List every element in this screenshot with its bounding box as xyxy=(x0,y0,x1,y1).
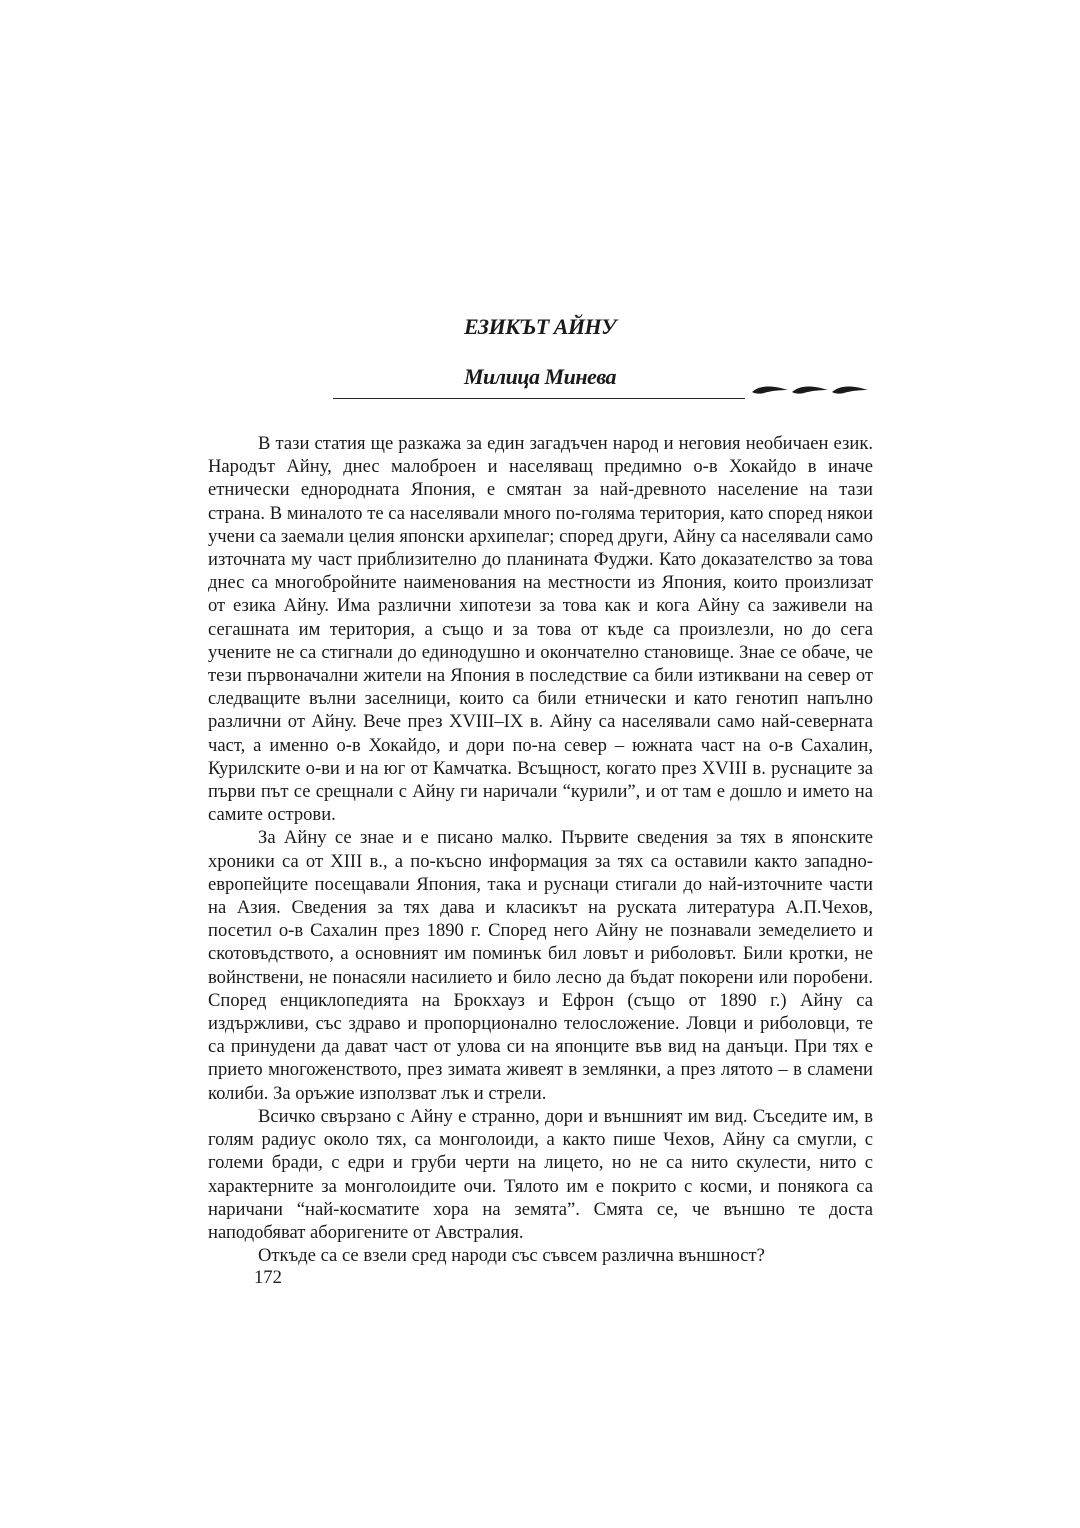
title-divider-line xyxy=(333,398,745,399)
paragraph-1: В тази статия ще разкажа за един загадъчен народ и неговия необичаен език. Народът Айну, днес малоброен и населяващ предимно о-в Хокайдо в иначе етнически еднородната Япония, е смятан за най-древното население на тази страна. В миналото те са населявали много по-голяма територия, като според някои учени са заемали целия японски архипелаг; според други, Айну са населявали само източната му част приблизително до планината Фуджи. Като доказателство за това днес са многобройните наименования на местности из Япония, които произлизат от езика Айну. Има различни хипотези за това как и кога Айну са заживели на сегашната им територия, а също и за това от къде са произлезли, но до сега учените не са стигнали до единодушно и окончателно становище. Знае се обаче, че тези първоначални жители на Япония в последствие са били изтиквани на север от следващите вълни заселници, които са били етнически и като генотип напълно различни от Айну. Вече през XVIII–IX в. Айну са населявали само най-северната част, а именно о-в Хокайдо, и дори по-на север – южната част на о-в Сахалин, Курилските о-ви и на юг от Камчатка. Всъщност, когато през XVIII в. руснаците за първи път се срещнали с Айну ги наричали “курили”, и от там е дошло и името на самите острови. xyxy=(208,433,873,826)
paragraph-2: За Айну се знае и е писано малко. Първите сведения за тях в японските хроники са от XIII в., а по-късно информация за тях са оставили както западно-европейците посещавали Япония, така и руснаци стигали до най-източните части на Азия. Сведения за тях дава и класикът на руската литература А.П.Чехов, посетил о-в Сахалин през 1890 г. Според него Айну не познавали земеделието и скотовъдството, а основният им поминък бил ловът и риболовът. Били кротки, не войнствени, не понасяли насилието и било лесно да бъдат покорени или поробени. Според енциклопедията на Брокхауз и Ефрон (също от 1890 г.) Айну са издържливи, със здраво и пропорционално телосложение. Ловци и риболовци, те са принудени да дават част от улова си на японците във вид на данъци. При тях е прието многоженството, през зимата живеят в землянки, а през лятото – в сламени колиби. За оръжие използват лък и стрели. xyxy=(208,827,873,1104)
article-body xyxy=(208,432,873,1267)
article-title: ЕЗИКЪТ АЙНУ xyxy=(464,314,616,339)
wave-ornament-icon xyxy=(750,381,870,397)
paragraph-3: Всичко свързано с Айну е странно, дори и външният им вид. Съседите им, в голям радиус около тях, са монголоиди, а както пише Чехов, Айну са смугли, с големи бради, с едри и груби черти на лицето, но не са нито скулести, нито с характерните за монголоидите очи. Тялото им е покрито с косми, и понякога са наричани “най-косматите хора на земята”. Смята се, че външно те доста наподобяват аборигените от Австралия. xyxy=(208,1105,873,1243)
article-author: Милица Минева xyxy=(463,364,616,389)
page-number: 172 xyxy=(254,1267,282,1288)
paragraph-4: Откъде са се взели сред народи със съвсем различна външност? xyxy=(258,1245,765,1267)
